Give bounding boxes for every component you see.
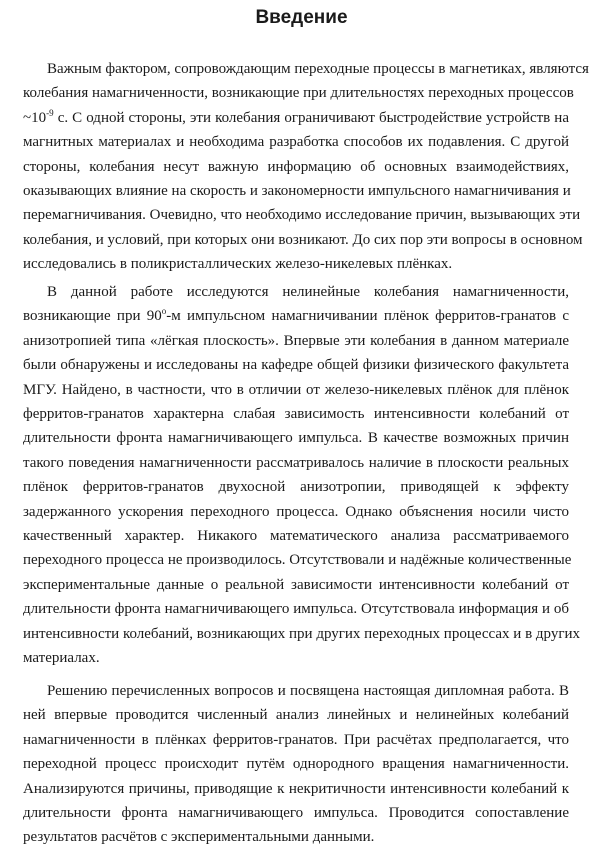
text-line: колебания, и условий, при которых они возникают. До сих пор эти вопросы в основном — [23, 231, 583, 248]
text-line: длительности фронта намагничивающего импульса. В качестве возможных причин — [23, 430, 569, 447]
text-line: намагниченности в плёнках ферритов-гранатов. При расчётах предполагается, что — [23, 731, 569, 748]
text-line: ней впервые проводится численный анализ линейных и нелинейных колебаний — [23, 707, 569, 724]
text-line: $\sim 10^{-9}$ с. С одной стороны, эти колебания ограничивают быстродействие устройств на — [23, 107, 569, 126]
text-line: плёнок ферритов-гранатов двухосной анизотропии, приводящей к эффекту — [23, 479, 569, 496]
text-line: такого поведения намагниченности рассматривалось наличие в плоскости реальных — [23, 454, 569, 471]
text-line: исследовались в поликристаллических железо-никелевых плёнках. — [23, 256, 453, 273]
text-line: ферритов-гранатов характерна слабая зависимость интенсивности колебаний от — [23, 406, 569, 423]
text-line: длительности фронта намагничивающего импульса. Отсутствовала информация и об — [23, 601, 569, 618]
text-line: анизотропией типа «лёгкая плоскость». Впервые эти колебания в данном материале — [23, 332, 569, 349]
page-title: Введение — [255, 7, 348, 28]
text-line: оказывающих влияние на скорость и закономерности импульсного намагничивания и — [23, 183, 571, 200]
text-line: были обнаружены и исследованы на кафедре общей физики физического факультета — [23, 357, 569, 374]
paragraph-1 — [23, 57, 589, 277]
text-line: стороны, колебания несут важную информацию об основных взаимодействиях, — [23, 158, 569, 175]
text-line: Анализируются причины, приводящие к некритичности интенсивности колебаний к — [23, 780, 569, 797]
text-line: задержанного ускорения переходного процесса. Однако объяснения носили чисто — [23, 503, 569, 520]
text-line: переходного процесса не производилось. Отсутствовали и надёжные количественные — [23, 552, 572, 569]
text-line: колебания намагниченности, возникающие при длительностях переходных процессов — [23, 85, 574, 102]
text-line: Важным фактором, сопровождающим переходные процессы в магнетиках, являются — [47, 61, 589, 77]
text-line: магнитных материалах и необходима разработка способов их подавления. С другой — [23, 134, 569, 151]
paragraph-3 — [23, 679, 569, 850]
text-line: Решению перечисленных вопросов и посвящена настоящая дипломная работа. В — [47, 683, 569, 699]
text-line: качественный характер. Никакого математического анализа рассматриваемого — [23, 528, 569, 545]
text-line: В данной работе исследуются нелинейные колебания намагниченности, — [47, 284, 569, 300]
text-line: материалах. — [23, 650, 100, 667]
text-line: результатов расчётов с экспериментальными данными. — [23, 829, 375, 846]
text-line: возникающие при 90$^o$-м импульсном намагничивании плёнок ферритов-гранатов с — [23, 306, 569, 325]
text-line: длительности фронта намагничивающего импульса. Проводится сопоставление — [23, 805, 569, 822]
paragraph-2 — [23, 280, 581, 671]
text-line: переходной процесс происходит путём однородного вращения намагниченности. — [23, 756, 569, 773]
text-line: перемагничивания. Очевидно, что необходимо исследование причин, вызывающих эти — [23, 207, 581, 224]
text-line: экспериментальные данные о реальной зависимости интенсивности колебаний от — [23, 576, 569, 593]
text-line: интенсивности колебаний, возникающих при других переходных процессах и в других — [23, 625, 581, 642]
text-line: МГУ. Найдено, в частности, что в отличии от железо-никелевых плёнок для плёнок — [23, 381, 569, 398]
